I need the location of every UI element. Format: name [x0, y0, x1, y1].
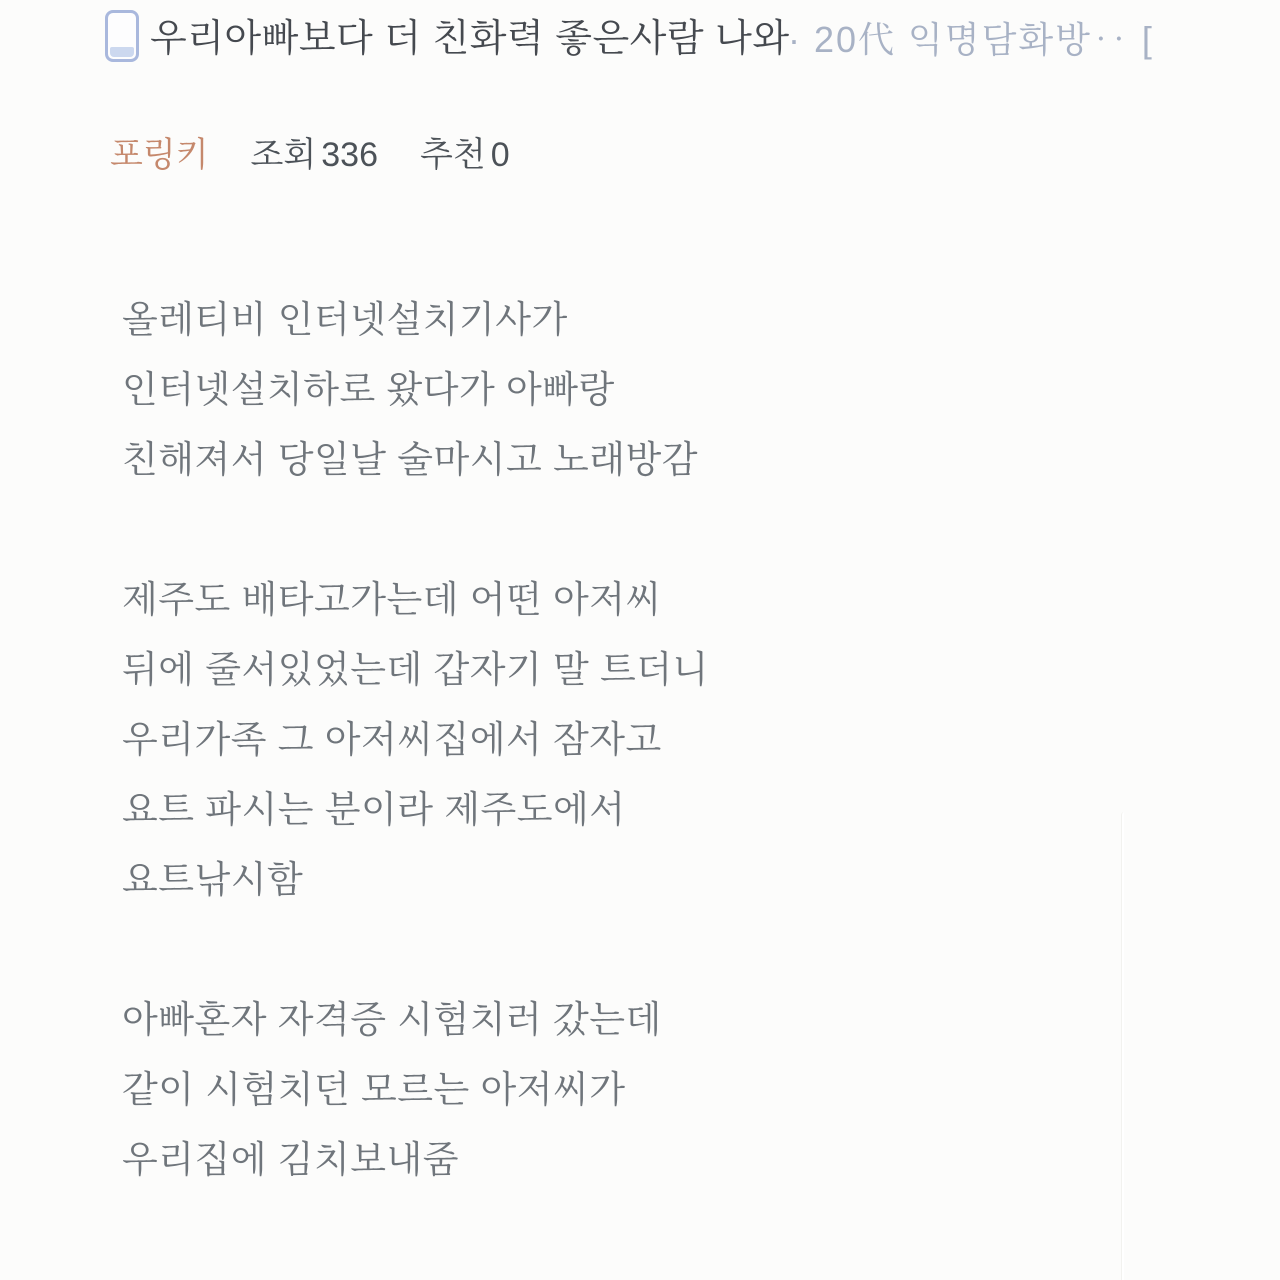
body-line: 같이 시험치던 모르는 아저씨가: [122, 1069, 626, 1110]
body-line: 친해져서 당일날 술마시고 노래방감: [122, 439, 698, 480]
body-line: 요트낚시함: [122, 859, 304, 900]
body-line: 제주도 배타고가는데 어떤 아저씨: [122, 579, 662, 620]
view-count-label: 조회: [250, 136, 317, 174]
post-body: [122, 285, 1122, 1195]
body-line: 요트 파시는 분이라 제주도에서: [122, 789, 626, 830]
body-line: 인터넷설치하로 왔다가 아빠랑: [122, 369, 615, 410]
author-name[interactable]: 포링키: [110, 136, 209, 174]
like-count-value: 0: [490, 136, 510, 174]
paragraph: [122, 565, 1122, 915]
image-seam-artifact: [1121, 812, 1124, 1280]
like-count-label: 추천: [419, 136, 486, 174]
body-line: 올레티비 인터넷설치기사가: [122, 299, 568, 340]
mobile-phone-icon: [105, 10, 139, 62]
body-line: 우리집에 김치보내줌: [122, 1139, 459, 1180]
board-name-link[interactable]: · 20代 익명담화방‥ [: [788, 19, 1154, 60]
paragraph: [122, 985, 1122, 1195]
body-line: 아빠혼자 자격증 시험치러 갔는데: [122, 999, 662, 1040]
like-count: [420, 130, 510, 180]
view-count-value: 336: [321, 136, 378, 174]
paragraph: [122, 285, 1122, 495]
post-title: 우리아빠보다 더 친화력 좋은사람 나와: [150, 18, 790, 60]
post-meta: [110, 130, 510, 180]
post-header: [105, 8, 1280, 68]
body-line: 뒤에 줄서있었는데 갑자기 말 트더니: [122, 649, 709, 690]
view-count: [251, 130, 378, 180]
body-line: 우리가족 그 아저씨집에서 잠자고: [122, 719, 662, 760]
